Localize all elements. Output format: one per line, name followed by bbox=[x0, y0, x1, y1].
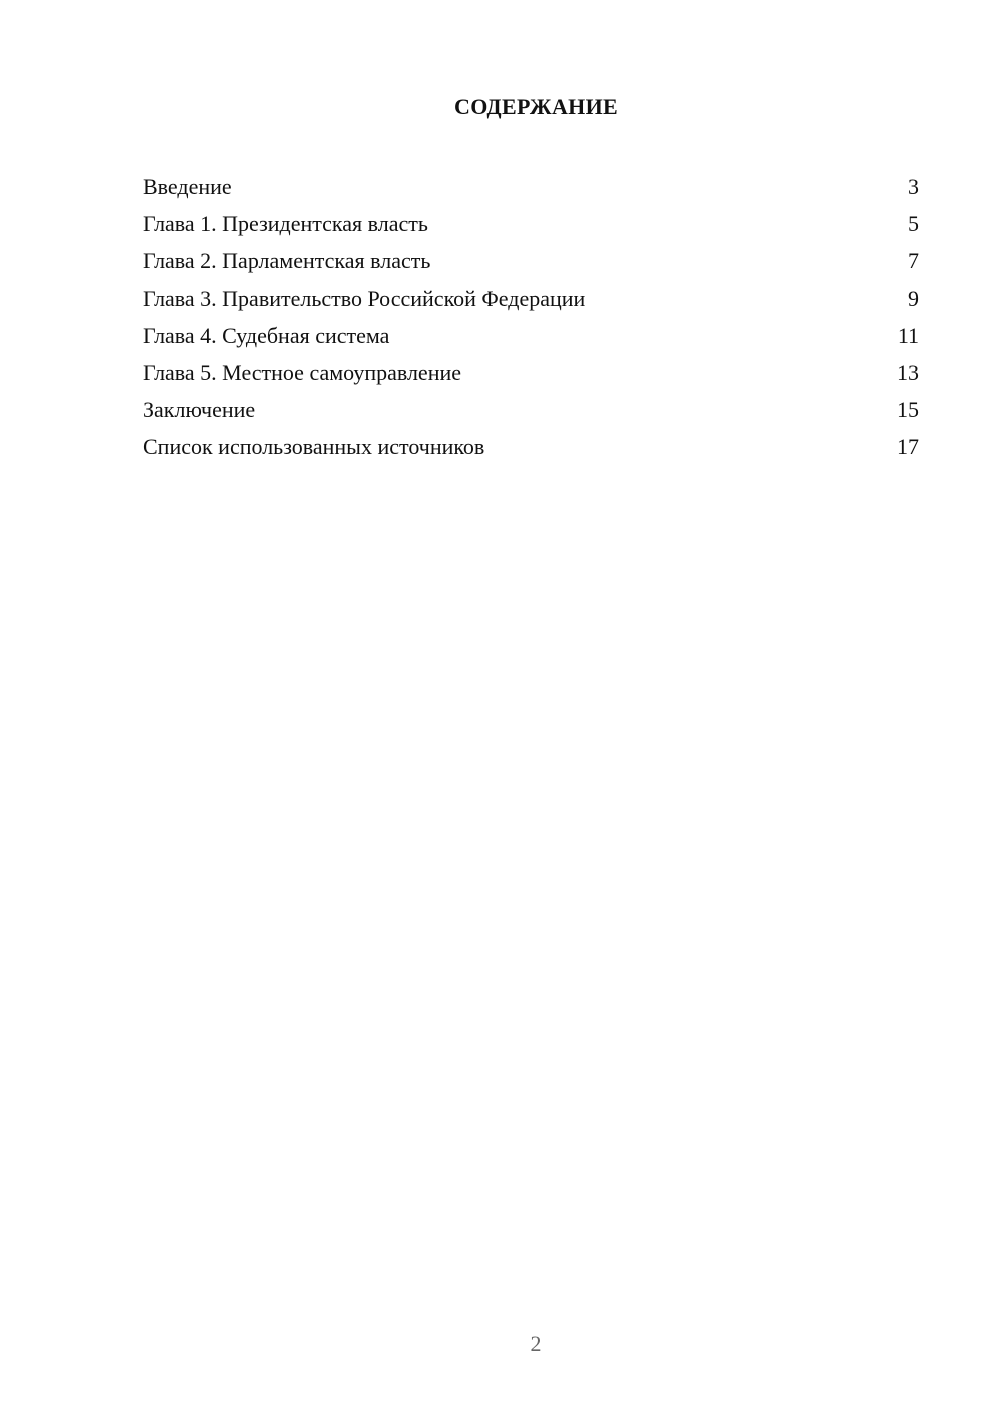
toc-entry-label: Введение bbox=[143, 174, 232, 199]
toc-entry-page: 5 bbox=[908, 211, 919, 237]
toc-title: СОДЕРЖАНИЕ bbox=[454, 94, 618, 119]
toc-entry-label: Глава 4. Судебная система bbox=[143, 322, 390, 348]
toc-entry-label: Глава 1. Президентская власть bbox=[143, 211, 428, 237]
toc-entry-chapter-3 bbox=[143, 280, 919, 317]
toc-entry-label: Заключение bbox=[143, 397, 256, 423]
page-number: 2 bbox=[530, 1331, 542, 1356]
toc-entry-label: Список использованных источников bbox=[143, 434, 485, 460]
toc-entry-conclusion bbox=[143, 391, 919, 428]
toc-entry-label: Глава 2. Парламентская власть bbox=[143, 248, 431, 274]
toc-entry-chapter-1 bbox=[143, 205, 919, 242]
toc-entry-page: 15 bbox=[897, 397, 919, 423]
toc-entry-page: 9 bbox=[908, 285, 919, 311]
toc-entry-page: 11 bbox=[897, 322, 919, 348]
table-of-contents bbox=[143, 168, 919, 466]
toc-entry-chapter-5 bbox=[143, 354, 919, 391]
toc-entry-page: 3 bbox=[908, 174, 919, 199]
toc-entry-page: 7 bbox=[908, 248, 919, 274]
toc-entry-introduction bbox=[143, 168, 919, 205]
toc-entry-chapter-2 bbox=[143, 242, 919, 279]
toc-entry-page: 13 bbox=[897, 359, 919, 385]
toc-entry-label: Глава 5. Местное самоуправление bbox=[143, 359, 462, 385]
toc-entry-page: 17 bbox=[897, 434, 919, 460]
toc-entry-label: Глава 3. Правительство Российской Федерации bbox=[143, 285, 586, 311]
toc-entry-chapter-4 bbox=[143, 317, 919, 354]
toc-entry-references bbox=[143, 428, 919, 465]
